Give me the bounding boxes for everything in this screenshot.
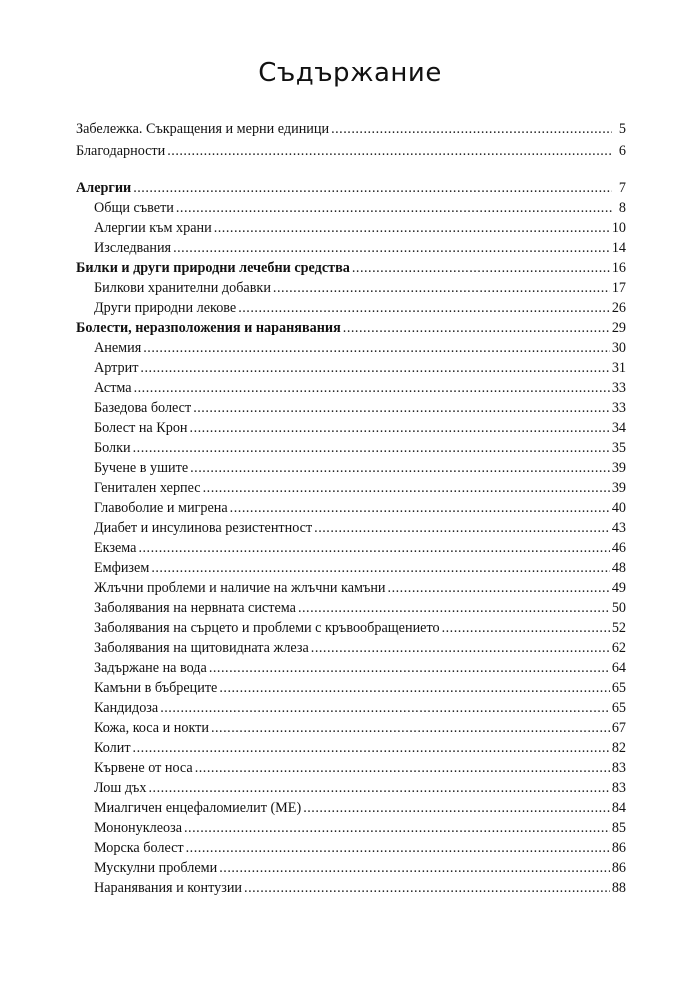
toc-entry (94, 478, 626, 498)
toc-entry (76, 258, 626, 278)
toc-entry-title: Колит (94, 740, 131, 756)
toc-entry (94, 298, 626, 318)
toc-page-number: 39 (611, 460, 626, 476)
toc-leader-dots (442, 618, 610, 638)
toc-entry-title: Билкови хранителни добавки (94, 280, 271, 296)
toc-entry-title: Благодарности (76, 143, 166, 159)
toc-leader-dots (214, 218, 610, 238)
toc-leader-dots (134, 378, 610, 398)
toc-entry (94, 878, 626, 898)
toc-entry-title: Базедова болест (94, 400, 192, 416)
toc-entry (94, 538, 626, 558)
toc-entry (94, 838, 626, 858)
toc-entry (94, 358, 626, 378)
toc-entry-title: Заболявания на щитовидната жлеза (94, 640, 309, 656)
toc-entry (94, 738, 626, 758)
toc-leader-dots (244, 878, 610, 898)
toc-page-number: 30 (611, 340, 626, 356)
toc-leader-dots (219, 858, 610, 878)
toc-entry-title: Заболявания на сърцето и проблеми с кръвообращението (94, 620, 440, 636)
page-title: Съдържание (258, 58, 442, 88)
toc-entry (94, 398, 626, 418)
toc-entry (94, 718, 626, 738)
toc-page-number: 65 (611, 680, 626, 696)
toc-page-number: 86 (611, 840, 626, 856)
toc-entry-title: Общи съвети (94, 200, 174, 216)
toc-leader-dots (151, 558, 610, 578)
toc-entry-title: Заболявания на нервната система (94, 600, 296, 616)
toc-entry-title: Кожа, коса и нокти (94, 720, 209, 736)
toc-entry-title: Наранявания и контузии (94, 880, 243, 896)
toc-entry-title: Мускулни проблеми (94, 860, 218, 876)
toc-leader-dots (138, 538, 609, 558)
toc-page-number: 62 (611, 640, 626, 656)
toc-leader-dots (203, 478, 610, 498)
toc-leader-dots (298, 598, 610, 618)
toc-leader-dots (238, 298, 610, 318)
toc-leader-dots (273, 278, 610, 298)
toc-leader-dots (140, 358, 609, 378)
toc-entry (94, 558, 626, 578)
toc-page-number: 29 (611, 320, 626, 336)
toc-entry-title: Задържане на вода (94, 660, 207, 676)
toc-page-number: 84 (611, 800, 626, 816)
toc-entry (94, 698, 626, 718)
toc-entry-title: Миалгичен енцефаломиелит (МЕ) (94, 800, 302, 816)
toc-entry-title: Морска болест (94, 840, 184, 856)
toc-entry (94, 498, 626, 518)
toc-leader-dots (173, 238, 610, 258)
toc-entry (76, 141, 626, 161)
toc-leader-dots (167, 141, 612, 161)
toc-page-number: 33 (611, 400, 626, 416)
toc-leader-dots (219, 678, 609, 698)
toc-leader-dots (209, 658, 610, 678)
toc-entry-title: Жлъчни проблеми и наличие на жлъчни камъни (94, 580, 386, 596)
toc-page-number: 49 (611, 580, 626, 596)
toc-entry-title: Болки (94, 440, 131, 456)
toc-leader-dots (211, 718, 610, 738)
toc-page-number: 26 (611, 300, 626, 316)
toc-page-number: 7 (618, 180, 626, 196)
toc-page-number: 40 (611, 500, 626, 516)
toc-leader-dots (160, 698, 610, 718)
toc-entry (94, 218, 626, 238)
toc-entry (94, 198, 626, 218)
toc-page-number: 50 (611, 600, 626, 616)
toc-entry (94, 458, 626, 478)
toc-entry-title: Камъни в бъбреците (94, 680, 218, 696)
toc-entry (94, 238, 626, 258)
toc-page-number: 16 (611, 260, 626, 276)
toc-page-number: 39 (611, 480, 626, 496)
toc-page-number: 88 (611, 880, 626, 896)
toc-leader-dots (388, 578, 610, 598)
toc-leader-dots (148, 778, 609, 798)
toc-entry (94, 518, 626, 538)
toc-entry (94, 858, 626, 878)
toc-entry-title: Алергии към храни (94, 220, 212, 236)
toc-entry-title: Екзема (94, 540, 137, 556)
toc-leader-dots (331, 119, 612, 139)
toc-entry (94, 618, 626, 638)
toc-entry (76, 318, 626, 338)
toc-entry (94, 438, 626, 458)
toc-entry (94, 418, 626, 438)
toc-entry-title: Бучене в ушите (94, 460, 189, 476)
toc-entry-title: Забележка. Съкращения и мерни единици (76, 121, 330, 137)
toc-page-number: 85 (611, 820, 626, 836)
toc-entry (94, 778, 626, 798)
toc-entry-title: Болест на Крон (94, 420, 188, 436)
toc-entry-title: Билки и други природни лечебни средства (76, 260, 350, 276)
toc-entry-title: Мононуклеоза (94, 820, 182, 836)
toc-leader-dots (311, 638, 610, 658)
toc-page-number: 65 (611, 700, 626, 716)
toc-entry (94, 378, 626, 398)
toc-leader-dots (190, 418, 610, 438)
toc-leader-dots (143, 338, 610, 358)
toc-page-number: 83 (611, 760, 626, 776)
toc-entry-title: Емфизем (94, 560, 150, 576)
toc-entry (94, 678, 626, 698)
toc-page-number: 67 (611, 720, 626, 736)
toc-page-number: 86 (611, 860, 626, 876)
toc-entry (94, 658, 626, 678)
toc-entry-title: Кървене от носа (94, 760, 193, 776)
toc-leader-dots (186, 838, 610, 858)
toc-page-number: 14 (611, 240, 626, 256)
toc-leader-dots (343, 318, 610, 338)
toc-leader-dots (133, 438, 610, 458)
toc-entry (94, 758, 626, 778)
toc-entry (76, 178, 626, 198)
toc-entry (94, 338, 626, 358)
toc-entry-title: Диабет и инсулинова резистентност (94, 520, 313, 536)
toc-entry-title: Главоболие и мигрена (94, 500, 228, 516)
toc-page-number: 8 (618, 200, 626, 216)
toc-entry (94, 798, 626, 818)
toc-entry-title: Други природни лекове (94, 300, 237, 316)
toc-page-number: 6 (618, 143, 626, 159)
toc-page-number: 64 (611, 660, 626, 676)
toc-entry (94, 598, 626, 618)
toc-page-number: 35 (611, 440, 626, 456)
toc-page-number: 83 (611, 780, 626, 796)
toc-leader-dots (133, 738, 610, 758)
toc-entry (94, 818, 626, 838)
toc-leader-dots (352, 258, 610, 278)
toc-leader-dots (190, 458, 610, 478)
toc-page-number: 34 (611, 420, 626, 436)
toc-page-number: 52 (611, 620, 626, 636)
toc-leader-dots (176, 198, 612, 218)
toc-entry (94, 278, 626, 298)
toc-page-number: 48 (611, 560, 626, 576)
toc-entry-title: Кандидоза (94, 700, 159, 716)
toc-entry-title: Астма (94, 380, 132, 396)
toc-entry-title: Генитален херпес (94, 480, 201, 496)
toc-entry-title: Артрит (94, 360, 139, 376)
toc-page-number: 82 (611, 740, 626, 756)
toc-leader-dots (195, 758, 610, 778)
toc-leader-dots (230, 498, 610, 518)
toc-page-number: 46 (611, 540, 626, 556)
toc-page-number: 43 (611, 520, 626, 536)
toc-leader-dots (193, 398, 610, 418)
toc-leader-dots (133, 178, 612, 198)
toc-entry-title: Лош дъх (94, 780, 147, 796)
toc-entry-title: Изследвания (94, 240, 172, 256)
toc-leader-dots (303, 798, 610, 818)
toc-page-number: 33 (611, 380, 626, 396)
toc-entry (94, 638, 626, 658)
toc-entry (76, 119, 626, 139)
toc-entry-title: Алергии (76, 180, 132, 196)
toc-leader-dots (184, 818, 610, 838)
toc-entry-title: Болести, неразположения и наранявания (76, 320, 341, 336)
toc-entry (94, 578, 626, 598)
toc-page-number: 5 (618, 121, 626, 137)
toc-leader-dots (314, 518, 610, 538)
toc-page-number: 17 (611, 280, 626, 296)
toc-page-number: 10 (611, 220, 626, 236)
toc-page-number: 31 (611, 360, 626, 376)
toc-entry-title: Анемия (94, 340, 142, 356)
